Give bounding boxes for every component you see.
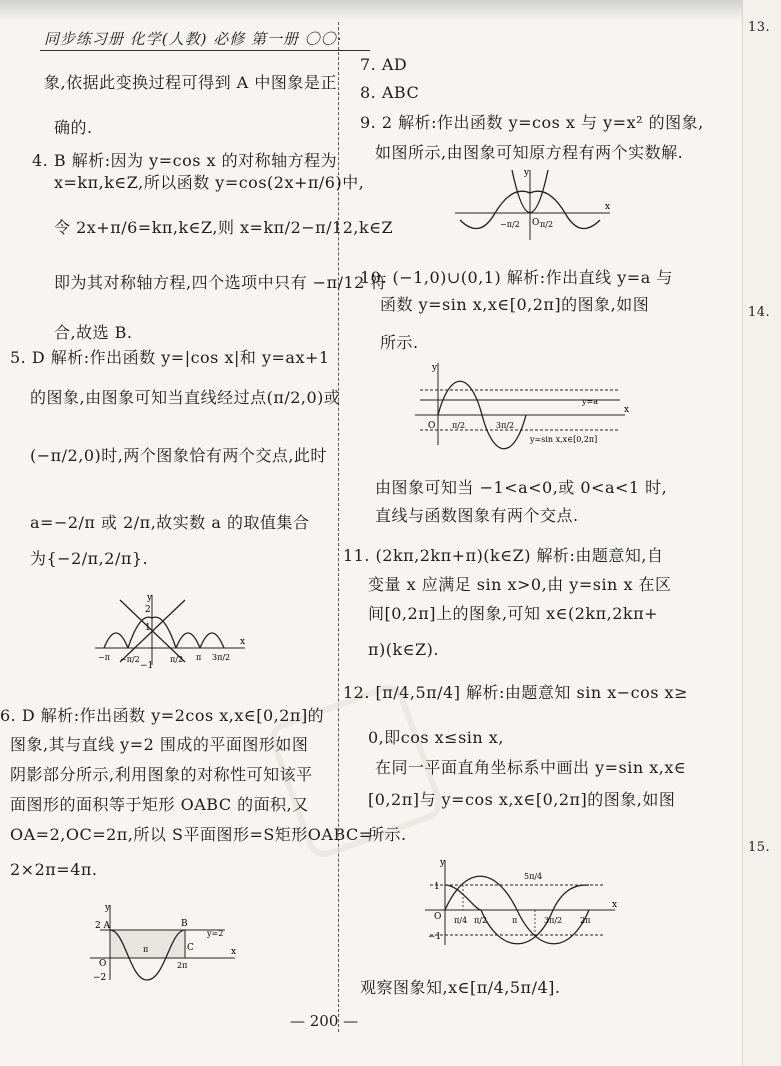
fig5-tick-h: π/2: [170, 655, 184, 664]
right-line-19: 观察图象知,x∈[π/4,5π/4].: [360, 978, 561, 997]
fig5-y-label: y: [147, 593, 153, 603]
fig12-y-label: y: [440, 858, 446, 868]
left-line-6: 即为其对称轴方程,四个选项中只有 −π/12 符: [54, 273, 387, 292]
fig10-x-label: x: [624, 405, 630, 415]
figure-6-graph: [85, 900, 245, 985]
fig12-tick-pi: π: [512, 916, 518, 925]
fig10-tick-1: π/2: [452, 421, 466, 430]
figure-12-graph: [420, 855, 620, 950]
left-line-1: 象,依据此变换过程可得到 A 中图象是正: [44, 73, 337, 92]
right-line-9: 直线与函数图象有两个交点.: [375, 506, 579, 525]
right-line-16: 在同一平面直角坐标系中画出 y=sin x,x∈: [375, 758, 687, 777]
left-line-16: 面图形的面积等于矩形 OABC 的面积,又: [10, 795, 309, 814]
fig5-tick-nh: −π/2: [120, 655, 140, 664]
right-line-6: 函数 y=sin x,x∈[0,2π]的图象,如图: [380, 295, 650, 314]
fig6-tick-2pi: 2π: [177, 961, 188, 970]
fig6-point-c: C: [187, 943, 194, 953]
left-line-5: 令 2x+π/6=kπ,k∈Z,则 x=kπ/2−π/12,k∈Z: [54, 218, 394, 237]
fig6-x-label: x: [231, 947, 237, 957]
header-rule: [40, 50, 370, 51]
figure-10-graph: [410, 360, 640, 450]
left-line-12: 为{−2/π,2/π}.: [30, 549, 149, 568]
left-line-10: (−π/2,0)时,两个图象恰有两个交点,此时: [30, 446, 327, 465]
margin-15: 15.: [748, 840, 771, 855]
fig10-line-label: y=a: [582, 397, 598, 406]
right-line-13: π)(k∈Z).: [368, 640, 439, 659]
fig9-tick-neg: −π/2: [500, 220, 520, 229]
left-line-13: 6. D 解析:作出函数 y=2cos x,x∈[0,2π]的: [0, 706, 325, 725]
right-line-11: 变量 x 应满足 sin x>0,由 y=sin x 在区: [368, 575, 672, 594]
fig12-x-label: x: [612, 900, 618, 910]
fig5-tick-3: 3π/2: [212, 653, 231, 662]
fig6-point-b: B: [181, 919, 188, 929]
fig5-tick-npi: −π: [98, 653, 110, 662]
right-line-14: 12. [π/4,5π/4] 解析:由题意知 sin x−cos x≥: [343, 683, 688, 702]
margin-14: 14.: [748, 305, 771, 320]
fig9-y-label: y: [524, 168, 530, 178]
page-number: — 200 —: [290, 1012, 359, 1030]
fig9-tick-pos: π/2: [540, 220, 554, 229]
right-line-2: 8. ABC: [360, 83, 420, 102]
right-line-7: 所示.: [380, 333, 419, 352]
right-line-15: 0,即cos x≤sin x,: [368, 728, 504, 747]
right-line-8: 由图象可知当 −1<a<0,或 0<a<1 时,: [375, 478, 668, 497]
fig12-tick-neg1: −1: [428, 932, 442, 942]
left-line-2: 确的.: [54, 118, 93, 137]
fig5-tick-neg1: −1: [140, 661, 154, 670]
left-line-17: OA=2,OC=2π,所以 S平面图形=S矩形OABC=: [10, 825, 373, 844]
left-line-18: 2×2π=4π.: [10, 860, 98, 879]
left-line-3: 4. B 解析:因为 y=cos x 的对称轴方程为: [32, 151, 338, 170]
margin-13: 13.: [748, 20, 771, 35]
fig6-line-label: y=2: [207, 929, 224, 938]
fig10-origin: O: [428, 421, 436, 431]
fig6-origin: O: [99, 959, 107, 969]
fig12-tick-5pi4: 5π/4: [524, 872, 543, 881]
left-line-7: 合,故选 B.: [54, 323, 133, 342]
figure-9-graph: [450, 165, 620, 245]
right-line-1: 7. AD: [360, 55, 408, 74]
fig5-x-label: x: [240, 637, 246, 647]
right-line-10: 11. (2kπ,2kπ+π)(k∈Z) 解析:由题意知,自: [343, 546, 664, 565]
right-line-18: 所示.: [368, 825, 407, 844]
left-line-15: 阴影部分所示,利用图象的对称性可知该平: [10, 765, 313, 784]
left-line-8: 5. D 解析:作出函数 y=|cos x|和 y=ax+1: [10, 348, 330, 367]
right-line-17: [0,2π]与 y=cos x,x∈[0,2π]的图象,如图: [368, 790, 676, 809]
fig12-tick-3pi2: 3π/2: [544, 916, 563, 925]
running-header: 同步练习册 化学(人教) 必修 第一册 〇〇·: [44, 30, 343, 48]
fig6-y-label: y: [105, 903, 111, 913]
left-line-9: 的图象,由图象可知当直线经过点(π/2,0)或: [30, 388, 341, 407]
fig12-tick-1: 1: [434, 882, 440, 892]
fig9-x-label: x: [605, 202, 611, 212]
fig5-tick-1: 1: [145, 623, 151, 633]
fig5-tick-2: 2: [145, 605, 151, 615]
fig6-tick-neg2: −2: [93, 973, 107, 983]
fig6-tick-pi: π: [143, 945, 149, 954]
fig10-y-label: y: [432, 363, 438, 373]
fig12-origin: O: [434, 912, 442, 922]
fig5-tick-pi: π: [196, 653, 202, 662]
left-line-14: 图象,其与直线 y=2 围成的平面图形如图: [10, 735, 309, 754]
fig10-caption: y=sin x,x∈[0,2π]: [530, 435, 598, 444]
fig10-tick-2: 3π/2: [496, 421, 515, 430]
left-line-11: a=−2/π 或 2/π,故实数 a 的取值集合: [30, 513, 310, 532]
right-line-5: 10. (−1,0)∪(0,1) 解析:作出直线 y=a 与: [360, 268, 673, 287]
figure-5-graph: [90, 590, 250, 670]
next-page-strip: [742, 0, 781, 1066]
right-line-4: 如图所示,由图象可知原方程有两个实数解.: [375, 143, 684, 162]
left-line-4: x=kπ,k∈Z,所以函数 y=cos(2x+π/6)中,: [54, 173, 365, 192]
fig6-point-a: 2 A: [95, 921, 111, 931]
fig12-tick-q: π/4: [454, 916, 468, 925]
right-line-12: 间[0,2π]上的图象,可知 x∈(2kπ,2kπ+: [368, 604, 659, 623]
right-line-3: 9. 2 解析:作出函数 y=cos x 与 y=x² 的图象,: [360, 113, 704, 132]
scan-shadow: [0, 0, 781, 22]
fig12-tick-2pi: 2π: [580, 916, 591, 925]
fig9-origin: O: [532, 218, 540, 228]
fig12-tick-h: π/2: [474, 916, 488, 925]
